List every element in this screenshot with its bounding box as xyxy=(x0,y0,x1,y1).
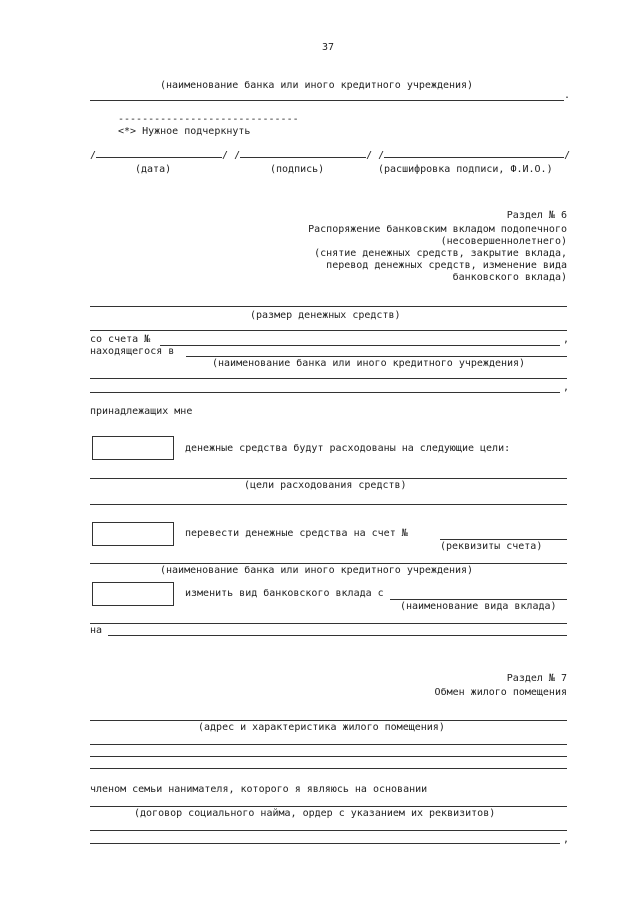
footnote-dashes: ------------------------------ xyxy=(118,114,299,125)
comma: , xyxy=(563,334,570,345)
section6-title-4: перевод денежных средств, изменение вида xyxy=(326,260,567,271)
deposit-caption: (наименование вида вклада) xyxy=(400,601,557,612)
deposit-line[interactable] xyxy=(390,599,567,600)
amount-line[interactable] xyxy=(90,306,567,307)
address-caption: (адрес и характеристика жилого помещения) xyxy=(198,722,445,733)
bank-caption-2: (наименование банка или иного кредитного учреждения) xyxy=(212,358,526,369)
from-account-label: со счета № xyxy=(90,334,151,345)
footnote: <*> Нужное подчеркнуть xyxy=(118,126,251,137)
date-caption: (дата) xyxy=(135,164,172,175)
bank-caption: (наименование банка или иного кредитного учреждения) xyxy=(160,80,474,91)
section7-heading: Раздел № 7 xyxy=(506,673,567,684)
section6-heading: Раздел № 6 xyxy=(506,210,567,221)
amount-line-2[interactable] xyxy=(90,330,567,331)
address-line-3[interactable] xyxy=(90,756,567,757)
option2-checkbox[interactable] xyxy=(92,522,174,546)
bank-line-3[interactable] xyxy=(90,392,560,393)
comma-3: , xyxy=(563,834,570,845)
contract-line-3[interactable] xyxy=(90,843,560,844)
belonging-text: принадлежащих мне xyxy=(90,406,193,417)
comma-2: , xyxy=(563,382,570,393)
bank-line-4[interactable] xyxy=(90,563,567,564)
bank-line-end: . xyxy=(564,90,571,101)
section6-title-2: (несовершеннолетнего) xyxy=(440,236,567,247)
signature-caption: (подпись) xyxy=(270,164,325,175)
option2-text: перевести денежные средства на счет № xyxy=(185,528,408,539)
section6-title-3: (снятие денежных средств, закрытие вклада, xyxy=(314,248,567,259)
section7-title: Обмен жилого помещения xyxy=(434,687,567,698)
decoding-caption: (расшифровка подписи, Ф.И.О.) xyxy=(378,164,553,175)
purpose-line[interactable] xyxy=(90,478,567,479)
purpose-line-2[interactable] xyxy=(90,504,567,505)
to-label: на xyxy=(90,625,103,636)
purpose-caption: (цели расходования средств) xyxy=(244,480,407,491)
contract-line-2[interactable] xyxy=(90,830,567,831)
option1-text: денежные средства будут расходованы на следующие цели: xyxy=(185,443,511,454)
located-label: находящегося в xyxy=(90,346,175,357)
bank-line xyxy=(90,100,564,101)
deposit-line-2[interactable] xyxy=(90,623,567,624)
section6-title-5: банковского вклада) xyxy=(452,272,567,283)
to-line[interactable] xyxy=(108,635,567,636)
bank-line-2[interactable] xyxy=(90,378,567,379)
account-line[interactable] xyxy=(440,539,567,540)
option1-checkbox[interactable] xyxy=(92,436,174,460)
address-line-2[interactable] xyxy=(90,744,567,745)
contract-line[interactable] xyxy=(90,806,567,807)
contract-caption: (договор социального найма, ордер с указанием их реквизитов) xyxy=(134,808,496,819)
located-line[interactable] xyxy=(186,356,567,357)
option3-text: изменить вид банковского вклада с xyxy=(185,588,384,599)
option3-checkbox[interactable] xyxy=(92,582,174,606)
bank-caption-3: (наименование банка или иного кредитного учреждения) xyxy=(160,565,474,576)
member-text: членом семьи нанимателя, которого я являюсь на основании xyxy=(90,784,428,795)
address-line-4[interactable] xyxy=(90,768,567,769)
address-line[interactable] xyxy=(90,720,567,721)
amount-caption: (размер денежных средств) xyxy=(250,310,401,321)
from-account-line[interactable] xyxy=(160,345,560,346)
account-caption: (реквизиты счета) xyxy=(440,541,543,552)
page-number: 37 xyxy=(322,42,335,53)
section6-title-1: Распоряжение банковским вкладом подопечного xyxy=(308,224,567,235)
date-field[interactable]: / / / / / / xyxy=(90,150,571,161)
